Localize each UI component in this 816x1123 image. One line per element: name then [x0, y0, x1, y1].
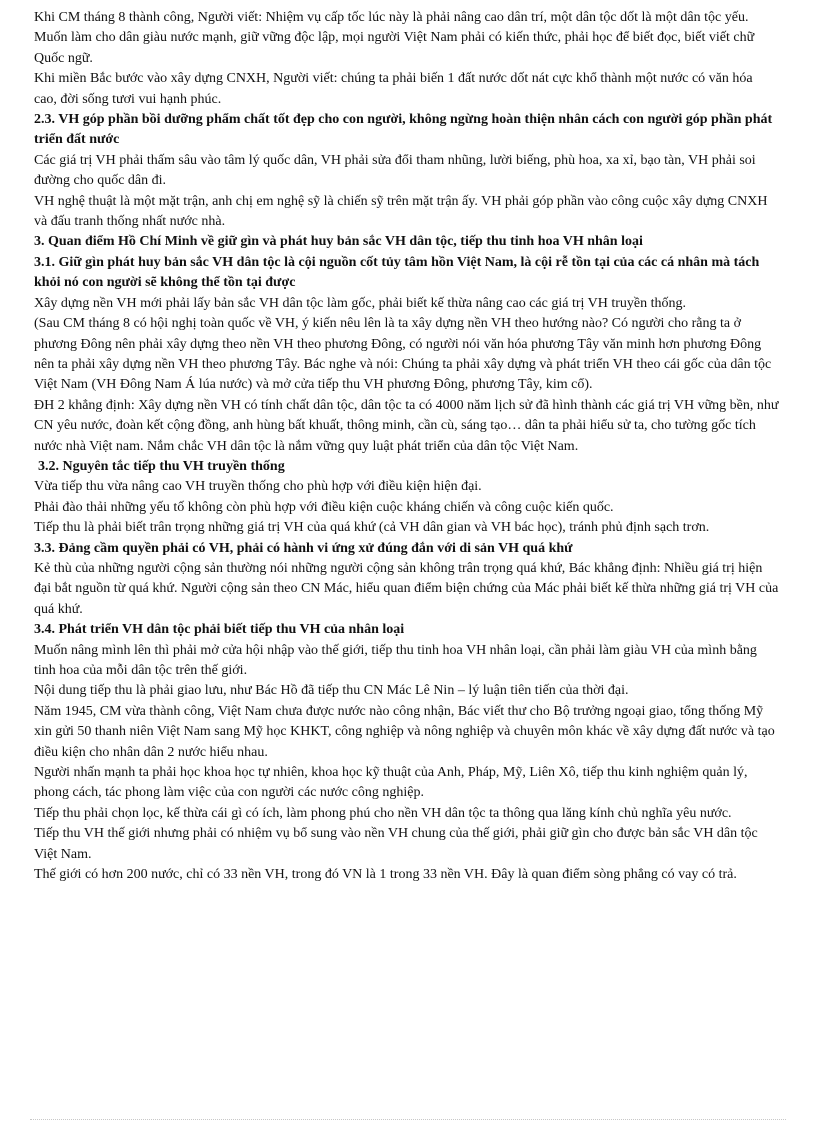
- body-paragraph: (Sau CM tháng 8 có hội nghị toàn quốc về VH, ý kiến nêu lên là ta xây dựng nền VH theo hướng nào? Có người cho rằng ta ở phương Đông nên phải xây dựng theo nền VH theo phương Đông, có người nói văn hóa phương Tây văn minh hơn phương Đông nên ta phải xây dựng nền VH theo phương Tây. Bác nghe và nói: Chúng ta phải xây dựng và phát triển VH theo cái gốc của dân tộc Việt Nam (VH Đông Nam Á lúa nước) và mở cửa tiếp thu VH phương Đông, phương Tây, kim cổ).: [34, 316, 772, 393]
- body-paragraph: Xây dựng nền VH mới phải lấy bản sắc VH dân tộc làm gốc, phải biết kế thừa nâng cao các giá trị VH truyền thống.: [34, 295, 687, 311]
- body-paragraph: VH nghệ thuật là một mặt trận, anh chị em nghệ sỹ là chiến sỹ trên mặt trận ấy. VH phải góp phần vào công cuộc xây dựng CNXH và đấu tranh thống nhất nước nhà.: [34, 193, 768, 230]
- body-paragraph: Tiếp thu phải chọn lọc, kế thừa cái gì có ích, làm phong phú cho nền VH dân tộc ta thông qua lăng kính chủ nghĩa yêu nước.: [34, 805, 732, 821]
- section-heading: 3.4. Phát triển VH dân tộc phải biết tiếp thu VH của nhân loại: [34, 622, 405, 638]
- section-heading: 3.2. Nguyên tắc tiếp thu VH truyền thống: [38, 458, 285, 474]
- body-paragraph: Muốn nâng mình lên thì phải mở cửa hội nhập vào thế giới, tiếp thu tinh hoa VH nhân loại, cần phải làm giàu VH của mình bằng tinh hoa của mỗi dân tộc trên thế giới.: [34, 642, 757, 678]
- body-paragraph: Thế giới có hơn 200 nước, chỉ có 33 nền VH, trong đó VN là 1 trong 33 nền VH. Đây là quan điểm sòng phẳng có vay có trả.: [34, 867, 737, 883]
- section-heading: 2.3. VH góp phần bồi dưỡng phẩm chất tốt đẹp cho con người, không ngừng hoàn thiện nhân cách con người góp phần phát triển đất nước: [34, 112, 773, 148]
- document-page: [34, 8, 779, 885]
- body-paragraph: Khi miền Bắc bước vào xây dựng CNXH, Người viết: chúng ta phải biến 1 đất nước dốt nát cực khổ thành một nước có văn hóa cao, đời sống tươi vui hạnh phúc.: [34, 71, 753, 107]
- body-paragraph: Người nhấn mạnh ta phải học khoa học tự nhiên, khoa học kỹ thuật của Anh, Pháp, Mỹ, Liên Xô, tiếp thu kinh nghiệm quản lý, phong cách, tác phong làm việc của con người các nước công nghiệp.: [34, 765, 748, 801]
- section-heading: 3.1. Giữ gìn phát huy bản sắc VH dân tộc là cội nguồn cốt tủy tâm hồn Việt Nam, là cội rễ tồn tại của các cá nhân mà tách khỏi nó con người sẽ không thể tồn tại được: [34, 254, 760, 291]
- section-heading: 3.3. Đảng cầm quyền phải có VH, phải có hành vi ứng xử đúng đắn với di sản VH quá khứ: [34, 540, 573, 556]
- section-heading: 3. Quan điểm Hồ Chí Minh về giữ gìn và phát huy bản sắc VH dân tộc, tiếp thu tinh hoa VH nhân loại: [34, 234, 643, 250]
- body-paragraph: Nội dung tiếp thu là phải giao lưu, như Bác Hồ đã tiếp thu CN Mác Lê Nin – lý luận tiên tiến của thời đại.: [34, 683, 629, 699]
- body-paragraph: Vừa tiếp thu vừa nâng cao VH truyền thống cho phù hợp với điều kiện hiện đại.: [34, 479, 482, 495]
- body-paragraph: Muốn làm cho dân giàu nước mạnh, giữ vững độc lập, mọi người Việt Nam phải có kiến thức, phải học để biết đọc, biết viết chữ Quốc ngữ.: [34, 30, 755, 66]
- body-paragraph: Năm 1945, CM vừa thành công, Việt Nam chưa được nước nào công nhận, Bác viết thư cho Bộ trưởng ngoại giao, tổng thống Mỹ xin gửi 50 thanh niên Việt Nam sang Mỹ học KHKT, công nghiệp và nông nghiệp và chuyên môn khác về xây dựng đất nước và tạo điều kiện cho nhân dân 2 nước hiểu nhau.: [34, 703, 775, 760]
- page-bottom-divider: [30, 1119, 786, 1120]
- body-paragraph: Phải đào thải những yếu tố không còn phù hợp với điều kiện cuộc kháng chiến và công cuộc kiến quốc.: [34, 499, 614, 515]
- body-paragraph: Tiếp thu VH thế giới nhưng phải có nhiệm vụ bổ sung vào nền VH chung của thế giới, phải giữ gìn cho được bản sắc VH dân tộc Việt Nam.: [34, 826, 758, 862]
- body-paragraph: Tiếp thu là phải biết trân trọng những giá trị VH của quá khứ (cả VH dân gian và VH bác học), tránh phủ định sạch trơn.: [34, 520, 710, 536]
- body-paragraph: ĐH 2 khẳng định: Xây dựng nền VH có tính chất dân tộc, dân tộc ta có 4000 năm lịch sử đã hình thành các giá trị VH vững bền, như CN yêu nước, đoàn kết cộng đồng, anh hùng bất khuất, thông minh, cần cù, sáng tạo… dân ta phải hiểu sử ta, cho tường gốc tích nước nhà Việt nam. Nắm chắc VH dân tộc là nắm vững quy luật phát triển của dân tộc Việt Nam.: [34, 397, 779, 454]
- body-paragraph: Khi CM tháng 8 thành công, Người viết: Nhiệm vụ cấp tốc lúc này là phải nâng cao dân trí, một dân tộc dốt là một dân tộc yếu.: [34, 10, 749, 25]
- body-paragraph: Các giá trị VH phải thấm sâu vào tâm lý quốc dân, VH phải sửa đổi tham nhũng, lười biếng, phù hoa, xa xỉ, bạo tàn, VH phải soi đường cho quốc dân đi.: [34, 152, 756, 189]
- body-paragraph: Kẻ thù của những người cộng sản thường nói những người cộng sản không trân trọng quá khứ, Bác khẳng định: Nhiều giá trị hiện đại bắt nguồn từ quá khứ. Người cộng sản theo CN Mác, hiểu quan điểm biện chứng của Mác phải biết kế thừa những giá trị VH của quá khứ.: [34, 560, 779, 617]
